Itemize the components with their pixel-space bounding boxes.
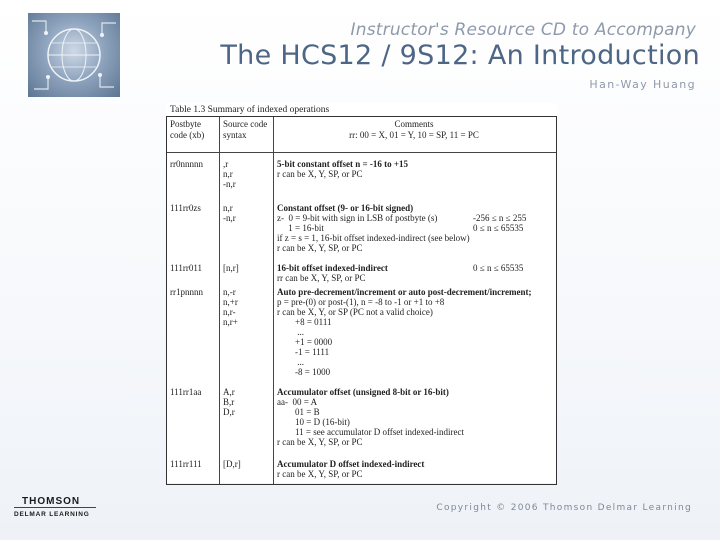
table-caption: Table 1.3 Summary of indexed operations — [170, 105, 330, 115]
row-syntax: -n,r — [223, 179, 236, 189]
row-comment: Constant offset (9- or 16-bit signed) — [277, 203, 414, 213]
row-comment: if z = s = 1, 16-bit offset indexed-indirect (see below) — [277, 233, 470, 243]
row-comment: rr can be X, Y, SP, or PC — [277, 273, 366, 283]
row-comment: 10 = D (16-bit) — [277, 417, 350, 427]
row-comment: -1 = 1111 — [277, 347, 330, 357]
row-syntax: ,r — [223, 159, 229, 169]
row-syntax: [D,r] — [223, 459, 241, 469]
row-comment: p = pre-(0) or post-(1), n = -8 to -1 or +1 to +8 — [277, 297, 445, 307]
table-frame — [166, 116, 557, 485]
header-postbyte-line1: Postbyte — [170, 119, 202, 129]
row-comment: Auto pre-decrement/increment or auto post-decrement/increment; — [277, 287, 532, 297]
row-syntax: A,r — [223, 387, 235, 397]
row-comment: -8 = 1000 — [277, 367, 331, 377]
row-comment: r can be X, Y, SP, or PC — [277, 437, 363, 447]
row-syntax: -n,r — [223, 213, 236, 223]
row-comment-range: -256 ≤ n ≤ 255 — [473, 213, 527, 223]
row-comment-range: 0 ≤ n ≤ 65535 — [473, 263, 524, 273]
header-author: Han-Way Huang — [589, 78, 696, 91]
column-divider — [273, 117, 274, 484]
row-comment: +8 = 0111 — [277, 317, 332, 327]
row-comment: r can be X, Y, or SP (PC not a valid choice) — [277, 307, 433, 317]
row-postbyte-code: 111rr0zs — [170, 203, 201, 213]
row-syntax: n,r+ — [223, 317, 238, 327]
row-syntax: B,r — [223, 397, 235, 407]
row-comment: 01 = B — [277, 407, 320, 417]
copyright-text: Copyright © 2006 Thomson Delmar Learning — [436, 503, 692, 513]
row-comment: ... — [277, 357, 304, 367]
row-syntax: n,r- — [223, 307, 236, 317]
publisher-logo-subtitle: DELMAR LEARNING — [14, 511, 90, 518]
row-comment: 11 = see accumulator D offset indexed-indirect — [277, 427, 465, 437]
header-subtitle: Instructor's Resource CD to Accompany — [350, 20, 696, 40]
row-comment: r can be X, Y, SP, or PC — [277, 243, 363, 253]
row-comment-range: 0 ≤ n ≤ 65535 — [473, 223, 524, 233]
row-syntax: n,-r — [223, 287, 236, 297]
header-divider — [167, 152, 556, 153]
row-comment: ... — [277, 327, 304, 337]
header-logo-image — [28, 13, 120, 97]
row-postbyte-code: 111rr111 — [170, 459, 202, 469]
row-syntax: [n,r] — [223, 263, 239, 273]
row-postbyte-code: rr0nnnnn — [170, 159, 203, 169]
publisher-logo-title: THOMSON — [22, 496, 81, 507]
row-comment: 16-bit offset indexed-indirect — [277, 263, 388, 273]
row-comment: Accumulator offset (unsigned 8-bit or 16-bit) — [277, 387, 449, 397]
row-comment: aa- 00 = A — [277, 397, 318, 407]
header-syntax-line2: syntax — [223, 130, 247, 140]
row-postbyte-code: 111rr1aa — [170, 387, 202, 397]
row-comment: +1 = 0000 — [277, 337, 333, 347]
row-comment: 1 = 16-bit — [277, 223, 324, 233]
publisher-logo-divider — [14, 507, 96, 508]
indexed-operations-table — [166, 103, 557, 483]
row-postbyte-code: 111rr011 — [170, 263, 202, 273]
row-comment: 5-bit constant offset n = -16 to +15 — [277, 159, 408, 169]
row-comment: r can be X, Y, SP, or PC — [277, 469, 363, 479]
header-postbyte-line2: code (xb) — [170, 130, 205, 140]
row-comment: z- 0 = 9-bit with sign in LSB of postbyte (s) — [277, 213, 438, 223]
row-comment: r can be X, Y, SP, or PC — [277, 169, 363, 179]
row-syntax: n,r — [223, 203, 233, 213]
row-syntax: D,r — [223, 407, 235, 417]
header-syntax-line1: Source code — [223, 119, 268, 129]
row-comment: Accumulator D offset indexed-indirect — [277, 459, 425, 469]
row-syntax: n,+r — [223, 297, 238, 307]
header-comments-line2: rr: 00 = X, 01 = Y, 10 = SP, 11 = PC — [349, 130, 479, 140]
header-comments-line1: Comments — [394, 119, 434, 129]
row-syntax: n,r — [223, 169, 233, 179]
page-title: The HCS12 / 9S12: An Introduction — [220, 40, 700, 71]
row-postbyte-code: rr1pnnnn — [170, 287, 203, 297]
column-divider — [219, 117, 220, 484]
